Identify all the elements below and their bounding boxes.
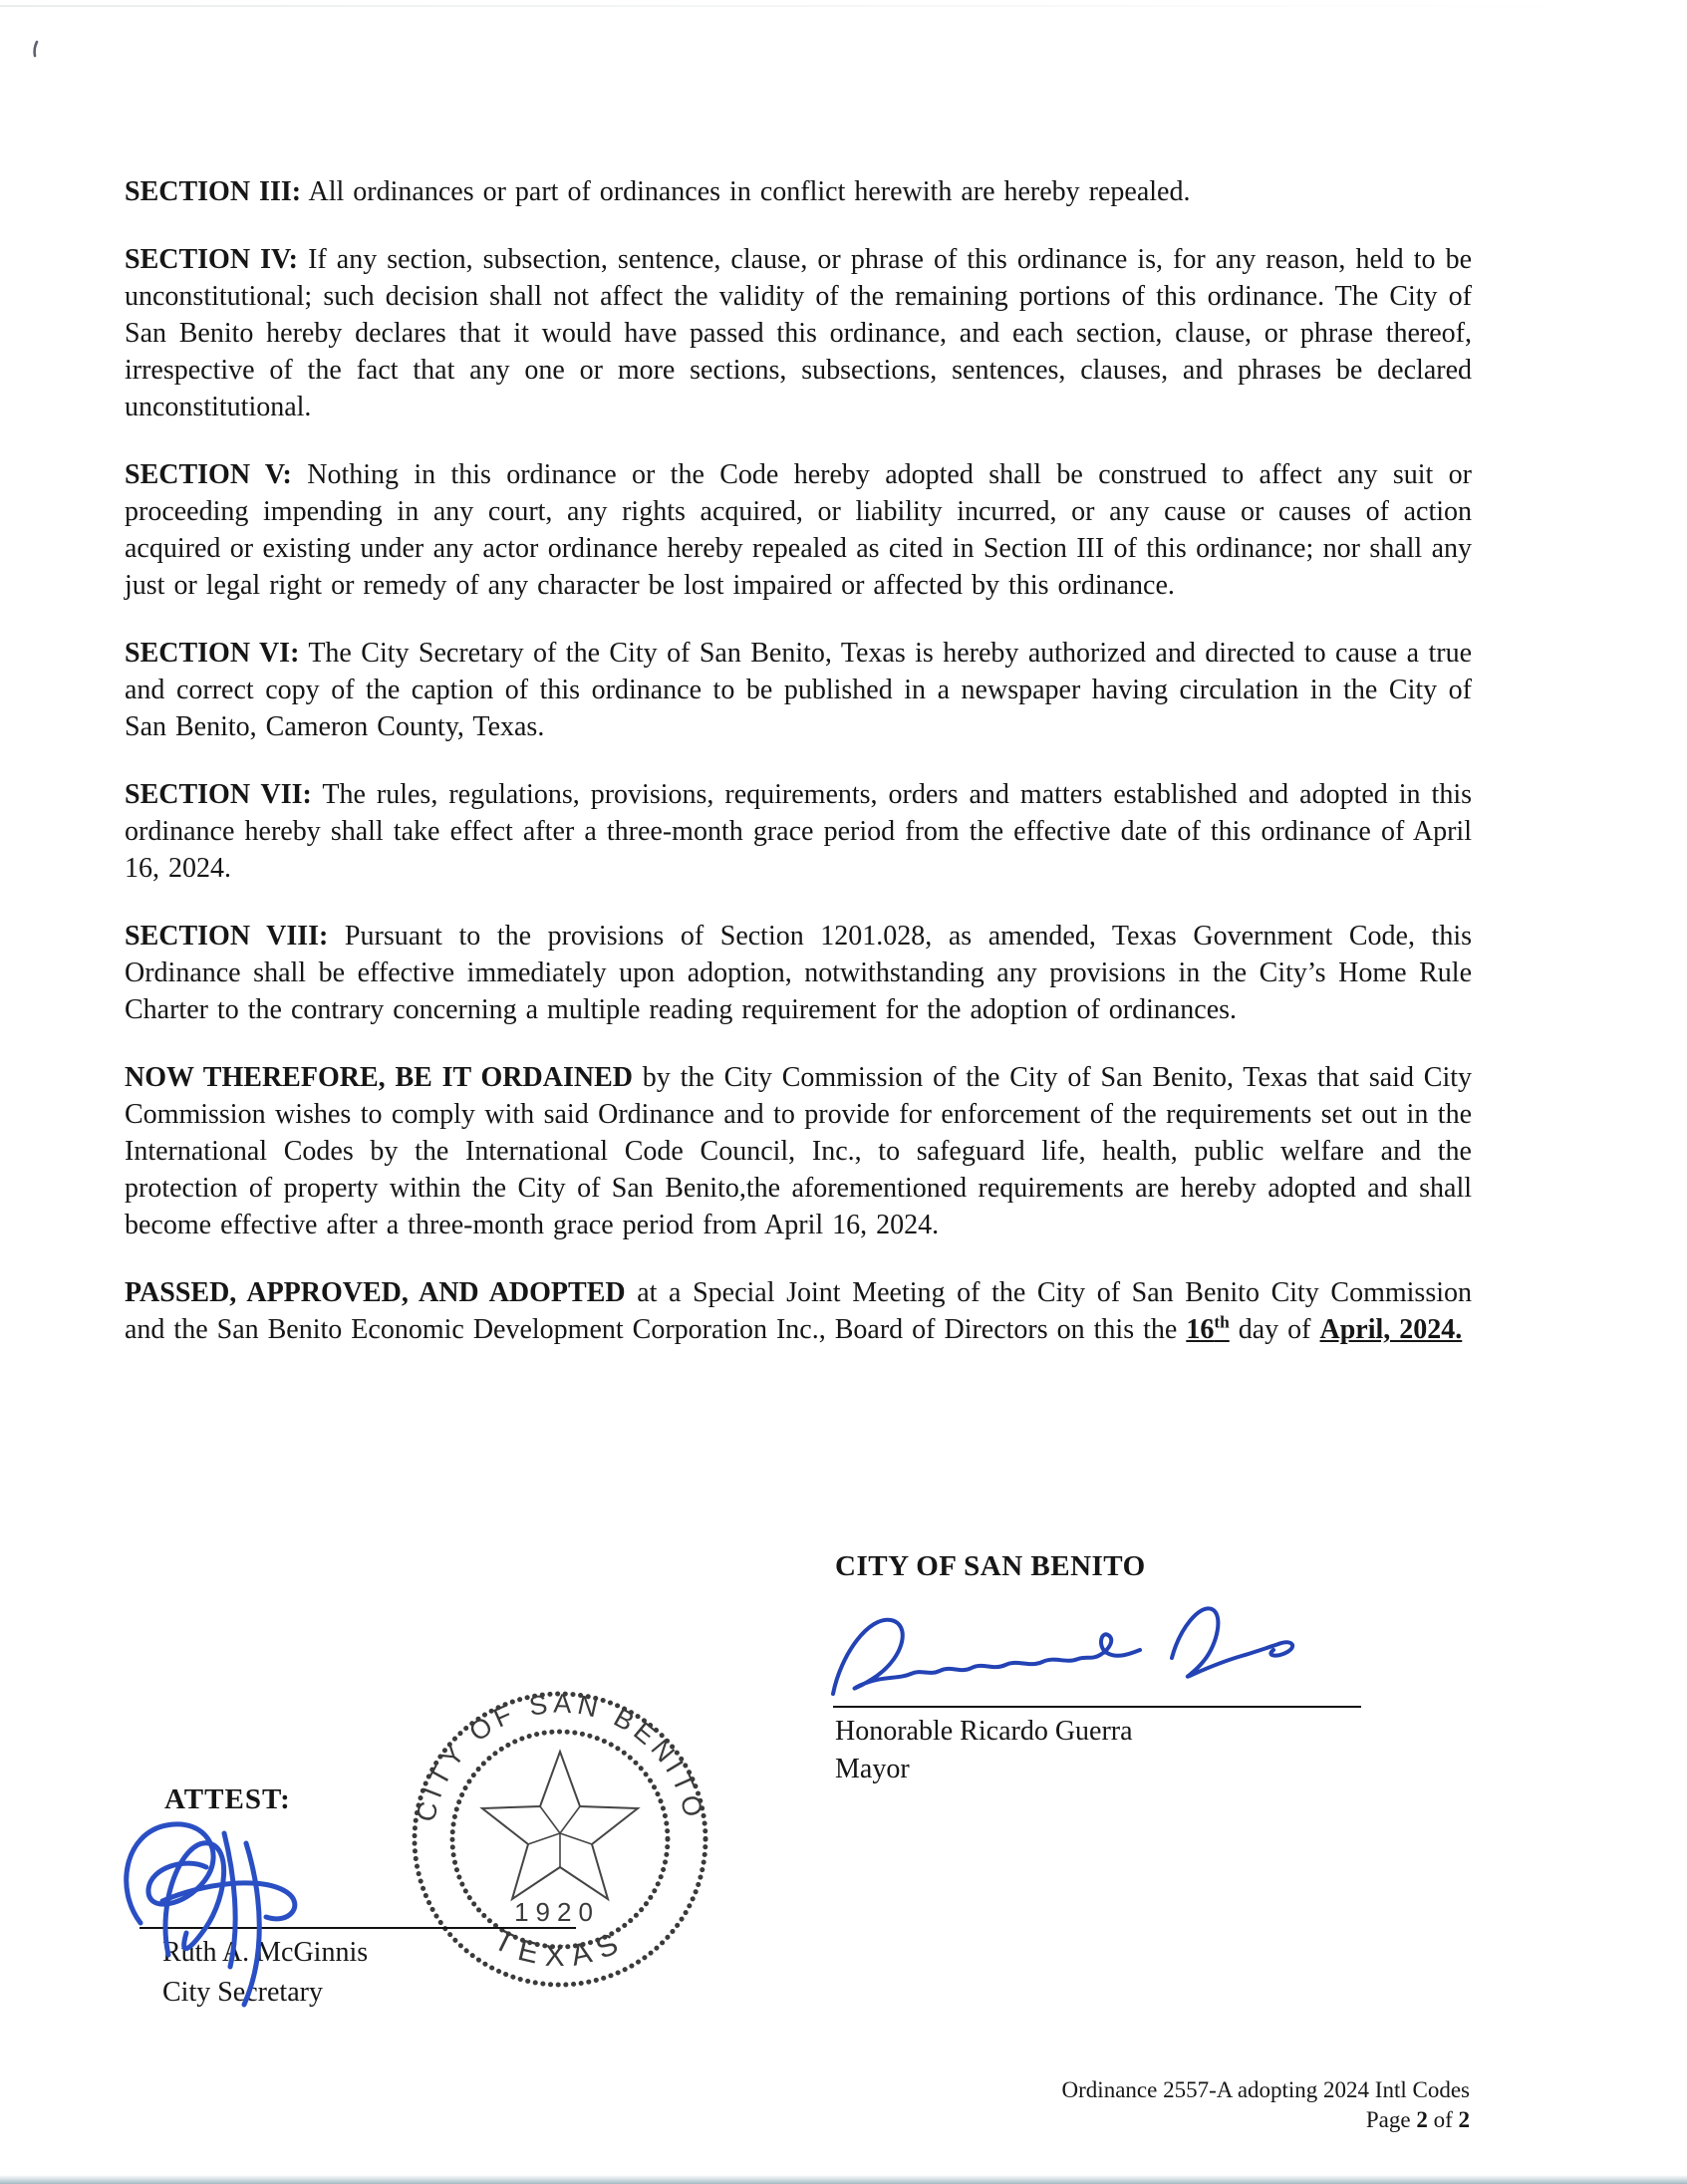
footer-page-indicator: [1062, 2105, 1470, 2135]
city-secretary-signature: [105, 1805, 344, 2015]
seal-bottom-text: TEXAS: [488, 1923, 632, 1974]
seal-top-text: CITY OF SAN BENITO: [411, 1690, 709, 1825]
section-iii-label: SECTION III:: [125, 176, 302, 207]
section-vii-label: SECTION VII:: [125, 779, 312, 810]
section-iv-label: SECTION IV:: [125, 244, 298, 275]
mayor-name: Honorable Ricardo Guerra: [835, 1716, 1133, 1747]
adoption-day-suffix: th: [1214, 1312, 1230, 1332]
passed-text: at a Special Joint Meeting of the City of San Benito City Commission and the San Benito Economic Development Corporation Inc., Board of Directors on this the: [125, 1277, 1473, 1345]
adoption-date: April, 2024.: [1319, 1314, 1463, 1345]
city-secretary-name: Ruth A. McGinnis: [162, 1937, 369, 1968]
seal-year: 1920: [514, 1897, 600, 1927]
section-viii-text: Pursuant to the provisions of Section 1201.028, as amended, Texas Government Code, this Ordinance shall be effective immediately upon adoption, notwithstanding any provisions in the City’s Home Rule Charter to the contrary concerning a multiple reading requirement for the adoption of ordinances.: [125, 921, 1472, 1025]
passed-label: PASSED, APPROVED, AND ADOPTED: [125, 1277, 626, 1308]
ordained-text: by the City Commission of the City of San Benito, Texas that said City Commission wishes to comply with said Ordinance and to provide for enforcement of the requirements set out in the International Codes by the International Code Council, Inc., to safeguard life, health, public welfare and the protection of property within the City of San Benito,the aforementioned requirements are hereby adopted and shall become effective after a three-month grace period from April 16, 2024.: [125, 1062, 1473, 1240]
section-iv-text: If any section, subsection, sentence, clause, or phrase of this ordinance is, for any reason, held to be unconstitutional; such decision shall not affect the validity of the remaining portions of this ordinance. The City of San Benito hereby declares that it would have passed this ordinance, and each section, clause, or phrase thereof, irrespective of the fact that any one or more sections, subsections, sentences, clauses, and phrases be declared unconstitutional.: [125, 244, 1472, 422]
seal-star: [482, 1752, 638, 1899]
section-iv-paragraph: [125, 241, 1472, 425]
adoption-day-number: 16: [1186, 1314, 1215, 1345]
seal-star-facet-lines: [528, 1806, 592, 1867]
scan-artifact-top-line: [0, 5, 1594, 7]
section-vii-paragraph: [125, 776, 1472, 887]
section-vi-paragraph: [125, 635, 1472, 745]
passed-mid-text: day of: [1238, 1314, 1311, 1345]
section-v-text: Nothing in this ordinance or the Code hereby adopted shall be construed to affect any suit or proceeding impending in any court, any rights acquired, or liability incurred, or any cause or causes of action acquired or existing under any actor ordinance hereby repealed as cited in Section III of this ordinance; nor shall any just or legal right or remedy of any character be lost impaired or affected by this ordinance.: [125, 459, 1472, 601]
ordained-paragraph: [125, 1059, 1472, 1243]
section-iii-text: All ordinances or part of ordinances in conflict herewith are hereby repealed.: [308, 176, 1191, 207]
passed-adopted-paragraph: [125, 1274, 1472, 1348]
section-iii-paragraph: [125, 173, 1472, 210]
ordinance-body: [125, 173, 1472, 1379]
footer-page-total: 2: [1458, 2107, 1470, 2132]
section-vii-text: The rules, regulations, provisions, requirements, orders and matters established and adopted in this ordinance hereby shall take effect after a three-month grace period from the effective date of this ordinance of April 16, 2024.: [125, 779, 1473, 884]
footer-page-number: 2: [1416, 2107, 1428, 2132]
section-v-label: SECTION V:: [125, 459, 292, 490]
ordained-label: NOW THEREFORE, BE IT ORDAINED: [125, 1062, 633, 1093]
footer: [1062, 2075, 1470, 2135]
section-v-paragraph: [125, 456, 1472, 604]
attest-label: ATTEST:: [164, 1783, 291, 1815]
scan-artifact-mark: [30, 40, 42, 63]
footer-of-label: of: [1433, 2107, 1453, 2132]
section-vi-text: The City Secretary of the City of San Benito, Texas is hereby authorized and directed to cause a true and correct copy of the caption of this ordinance to be published in a newspaper having circulation in the City of San Benito, Cameron County, Texas.: [125, 638, 1473, 742]
city-seal: [411, 1690, 709, 1989]
city-secretary-title: City Secretary: [162, 1977, 323, 2008]
section-viii-paragraph: [125, 918, 1472, 1028]
adoption-day: [1186, 1314, 1229, 1345]
section-viii-label: SECTION VIII:: [125, 921, 329, 952]
mayor-signature: [819, 1590, 1317, 1720]
footer-page-label: Page: [1365, 2107, 1411, 2132]
city-heading: CITY OF SAN BENITO: [835, 1550, 1146, 1582]
section-vi-label: SECTION VI:: [125, 638, 300, 669]
scan-artifact-bottom-strip: [0, 2175, 1687, 2184]
mayor-title: Mayor: [835, 1754, 910, 1784]
footer-ordinance-reference: Ordinance 2557-A adopting 2024 Intl Codes: [1061, 2077, 1470, 2102]
